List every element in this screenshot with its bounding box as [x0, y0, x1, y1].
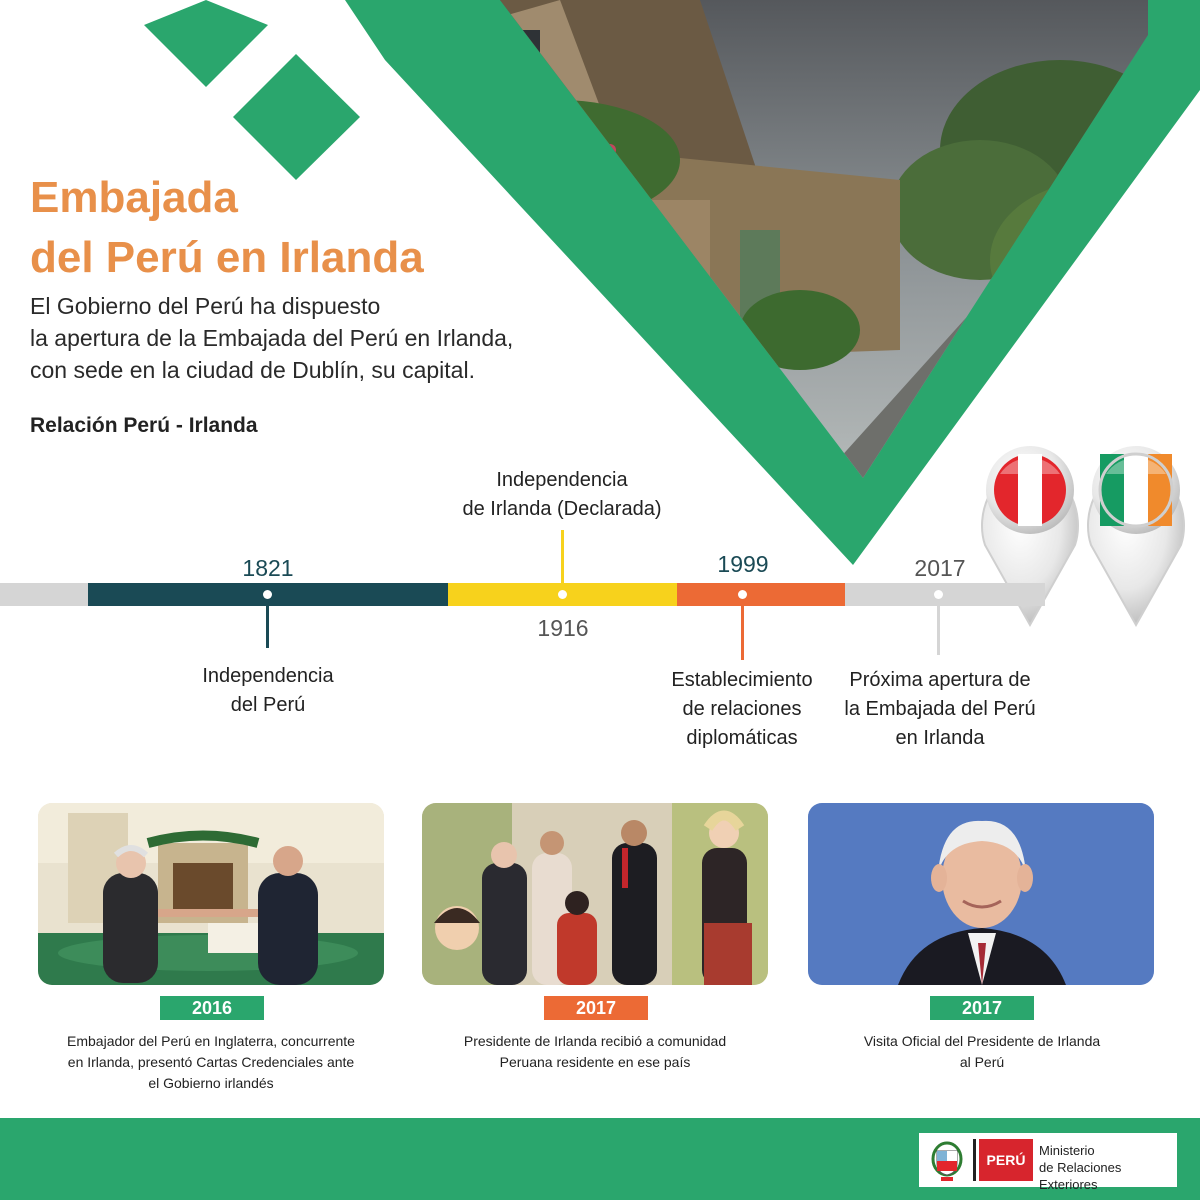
timeline-connector-1916 [561, 530, 564, 583]
section-subheading: Relación Perú - Irlanda [30, 414, 258, 437]
title-line-1: Embajada [30, 173, 238, 222]
timeline-year-2017: 2017 [914, 555, 966, 581]
year-badge-2016: 2016 [160, 996, 264, 1020]
timeline-connector-2017 [937, 600, 940, 655]
photo-president-portrait [808, 803, 1154, 985]
intro-line-1: El Gobierno del Perú ha dispuesto [30, 293, 381, 319]
timeline-segment-1999 [677, 583, 845, 606]
intro-text [30, 290, 590, 386]
deco-diamond-2 [233, 54, 360, 180]
year-badge-2017-community: 2017 [544, 996, 648, 1020]
timeline-dot-1999 [738, 590, 747, 599]
timeline-segment-start [0, 583, 88, 606]
logo-country-text: PERÚ [986, 1152, 1026, 1168]
timeline-dot-2017 [934, 590, 943, 599]
logo-country-box [979, 1139, 1033, 1181]
intro-line-2: la apertura de la Embajada del Perú en Irlanda, [30, 325, 514, 351]
timeline-dot-1821 [263, 590, 272, 599]
deco-diamond-1 [144, 0, 268, 87]
photo-community-reception [422, 803, 768, 985]
ministry-logo [919, 1133, 1177, 1192]
caption-official-visit: Visita Oficial del Presidente de Irlanda al Perú [863, 1033, 1101, 1070]
timeline-dot-1916 [558, 590, 567, 599]
ireland-flag-pin-icon [1088, 446, 1184, 625]
photo-credentials-ceremony [38, 803, 384, 985]
peru-coat-of-arms-icon [925, 1137, 969, 1183]
title-line-2: del Perú en Irlanda [30, 233, 424, 282]
timeline-event-1916: Independencia de Irlanda (Declarada) [462, 469, 662, 520]
caption-credentials: Embajador del Perú en Inglaterra, concurrente en Irlanda, presentó Cartas Credenciales ante el Gobierno irlandés [67, 1033, 355, 1091]
timeline-event-1821: Independencia del Perú [202, 665, 334, 716]
logo-ministry-text: Ministerio de Relaciones Exteriores [1039, 1143, 1122, 1192]
timeline-connector-1999 [741, 600, 744, 660]
timeline-segment-2017 [845, 583, 1045, 606]
timeline-year-1999: 1999 [717, 551, 769, 577]
intro-line-3: con sede en la ciudad de Dublín, su capital. [30, 357, 475, 383]
timeline-connector-1821 [266, 600, 269, 648]
year-badge-2017-visit: 2017 [930, 996, 1034, 1020]
timeline-event-1999: Establecimiento de relaciones diplomáticas [671, 669, 813, 749]
timeline-year-1916: 1916 [537, 615, 589, 641]
page-title [30, 168, 424, 288]
timeline-event-2017: Próxima apertura de la Embajada del Perú en Irlanda [844, 669, 1036, 749]
timeline-year-1821: 1821 [242, 555, 294, 581]
caption-community: Presidente de Irlanda recibió a comunidad Peruana residente en ese país [463, 1033, 727, 1070]
